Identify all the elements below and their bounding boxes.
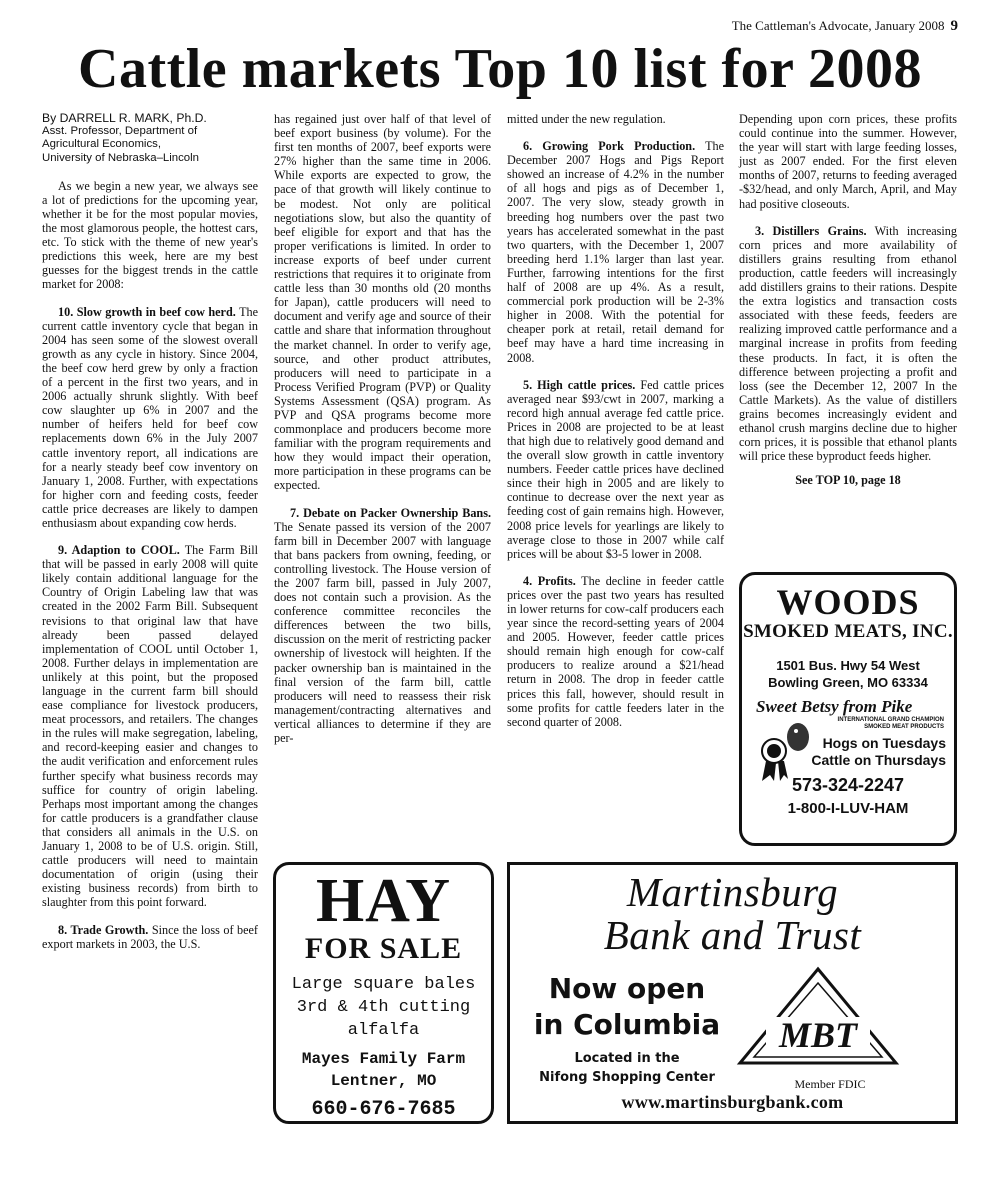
bank-name-line-1: Martinsburg bbox=[626, 869, 839, 915]
bank-announcement-line-1: Now open bbox=[548, 972, 706, 1005]
item-3-heading: 3. Distillers Grains. bbox=[755, 223, 867, 238]
woods-hogs: Hogs on Tuesdays bbox=[822, 735, 946, 751]
item-3-body: With increasing corn prices and more availability of distillers grains resulting from ethanol production, cattle feeders will increasingly add distillers grains to their rations. Despite the extra logistics and transaction costs associated with these feeds, feeders are realizing improved cattle performance and a marginal increase in profits from feeding these products. In fact, it is often the difference between projecting a profit and loss (see the December 12, 2007 In the Cattle Markets). As the value of distillers grains becomes increasingly evident and ethanol crush margins decline due to higher corn prices, it is possible that ethanol plants will price these byproduct feeds higher. bbox=[739, 223, 957, 464]
woods-name: WOODS bbox=[776, 582, 920, 622]
bank-name-line-2: Bank and Trust bbox=[603, 912, 862, 958]
byline bbox=[42, 112, 258, 165]
item-9-body: The Farm Bill that will be passed in early 2008 will quite likely contain additional language for the Country of Origin Labeling law that was created in the 2002 Farm Bill. Subsequent revisions to that original law that have already been passed delayed implementation of COOL until October 1, 2008. Further delays in implementation are unlikely at this point, but the proposed language in the current farm bill should ease compliance for livestock producers, meat processors, and retailers. The changes in the rules will make segregation, labeling, and record-keeping easier and changes to the audit verification and enforcement rules further specify what business records may suffice for country of origin labeling. Perhaps most important among the changes for cattle producers is a grandfather clause that considers all animals in the U.S. on January 1, 2008 to be of U.S. origin. Still, cattle producers will need to maintain documentation of origin (using their existing business records) from birth to slaughter from this point forward. bbox=[42, 543, 259, 910]
woods-phone: 573-324-2247 bbox=[791, 775, 905, 795]
hay-for-sale-ad bbox=[273, 862, 494, 1124]
hay-line-3: alfalfa bbox=[347, 1021, 420, 1040]
bank-fdic: Member FDIC bbox=[794, 1077, 866, 1091]
hay-headline: HAY bbox=[315, 867, 452, 935]
bank-location bbox=[518, 1049, 736, 1087]
bank-announcement bbox=[518, 971, 736, 1043]
item-5-body: Fed cattle prices averaged near $93/cwt in 2007, marking a record high annual average fed cattle price. Prices in 2008 are projected to be at least that high due to relatively good demand and the overall slow growth in cattle inventory numbers. Feeder cattle prices have declined since their high in 2005 and are likely to continue to decrease over the next year as feeding cost of gain remains high. However, 2008 price levels for yearlings are likely to average close to those in 2007 while calf prices will be about $3-5 lower in 2008. bbox=[507, 377, 724, 561]
folio-text: The Cattleman's Advocate, January 2008 bbox=[731, 18, 945, 33]
article-column-1 bbox=[42, 112, 258, 951]
item-4-body-a: The decline in feeder cattle prices over the past two years has resulted in lower returns for cow-calf producers each year since the record-setting years of 2004 and 2005. However, feeder cattle prices should remain high enough for cow-calf producers to realize around a $21/head return in 2008. The drop in feeder cattle prices this fall, however, should result in some profits for cattle feeders later in the second quarter of 2008. bbox=[507, 573, 724, 729]
item-10 bbox=[42, 305, 258, 531]
woods-address bbox=[742, 657, 954, 691]
hay-line-2: 3rd & 4th cutting bbox=[296, 998, 471, 1017]
woods-address-line-2: Bowling Green, MO 63334 bbox=[768, 675, 928, 690]
hay-line-1: Large square bales bbox=[291, 975, 476, 994]
woods-brand-name: Sweet Betsy from Pike bbox=[756, 697, 913, 716]
item-10-heading: 10. Slow growth in beef cow herd. bbox=[58, 304, 236, 319]
article-column-2 bbox=[274, 112, 491, 745]
hay-seller bbox=[276, 1048, 491, 1092]
item-4-continued: Depending upon corn prices, these profits could continue into the summer. However, the year will start with large feeding losses, just as 2007 ended. For the first eleven months of 2007, returns to feeding averaged -$32/head, and only March, April, and May had positive closeouts. bbox=[739, 112, 957, 211]
mbt-logo-text: MBT bbox=[778, 1015, 858, 1055]
item-10-body: The current cattle inventory cycle that began in 2004 has seen some of the slowest overall growth as any cycle in history. Since 2004, the beef cow herd grew by only a fraction of a percent in the first two years, and in 2006 actually shrunk slightly. With beef cow slaughter up 6% in 2007 and the number of heifers held for beef cow replacements down 6% in the July 2007 cattle inventory report, all indications are for a nearly steady beef cow inventory on January 1, 2008. Further, with expectations for higher corn and feeding costs, feeder cattle price decreases are likely to dampen enthusiasm about expanding cow herds. bbox=[42, 304, 259, 530]
woods-cattle: Cattle on Thursdays bbox=[811, 752, 946, 768]
item-3 bbox=[739, 224, 957, 464]
woods-address-line-1: 1501 Bus. Hwy 54 West bbox=[776, 658, 920, 673]
hay-phone: 660-676-7685 bbox=[311, 1098, 456, 1121]
bank-location-line-2: Nifong Shopping Center bbox=[539, 1070, 715, 1085]
page-folio bbox=[732, 18, 958, 35]
woods-brand-sub-1: INTERNATIONAL GRAND CHAMPION bbox=[837, 717, 944, 723]
ribbon-and-pig-illustration-icon bbox=[754, 713, 812, 783]
item-6-body: The December 2007 Hogs and Pigs Report showed an increase of 4.2% in the number of all hogs and pigs as of December 1, 2007. The very slow, steady growth in breeding hog numbers over the past two years has accelerated somewhat in the past two quarters, with the December 1, 2007 breeding herd 1.1% larger than last year. Further, farrowing intentions for the first half of 2008 are up 4%. As a result, commercial pork production will be 2-3% higher in 2008. With the potential for cheaper pork at retail, retail demand for beef may have a hard time increasing in 2008. bbox=[507, 139, 725, 365]
item-9 bbox=[42, 543, 258, 909]
woods-phone-tollfree: 1-800-I-LUV-HAM bbox=[787, 800, 909, 817]
byline-title-2: Agricultural Economics, bbox=[42, 138, 162, 151]
continued-jump-line[interactable]: See TOP 10, page 18 bbox=[795, 473, 901, 488]
item-7-continued: mitted under the new regulation. bbox=[507, 112, 666, 126]
mbt-logo-icon bbox=[736, 963, 901, 1075]
item-8-body-a: Since the loss of beef export markets in 2003, the U.S. bbox=[42, 922, 258, 951]
item-4 bbox=[507, 574, 724, 729]
item-8-continued: has regained just over half of that level of beef export business (by volume). For the first ten months of 2007, beef exports were 27% higher than the same time in 2006. While exports are expected to grow, the pace of that growth will likely continue to be modest. Not only are political negotiations slow, but also the quantity of beef eligible for export and that has the proper verifications is limited. In order to increase exports of beef under current restrictions that requires it to originate from cattle less than 30 months old (20 months for Japan), cattle producers will need to document and verify age and source of their cattle and share that information throughout the market channel. In order to verify age, source, and other product attributes, producers will need to participate in a Process Verified Program (PVP) or Quality Systems Assessment (QSA) program. As PVP and QSA programs become more commonplace and producers become more familiar with the program requirements and how they would impact their operation, more participation in these programs can be expected. bbox=[274, 112, 491, 493]
woods-brand-sub-2: SMOKED MEAT PRODUCTS bbox=[864, 724, 944, 730]
bank-website-link[interactable]: www.martinsburgbank.com bbox=[621, 1092, 844, 1112]
hay-location: Lentner, MO bbox=[330, 1072, 437, 1090]
martinsburg-bank-ad bbox=[507, 862, 958, 1124]
item-8-heading: 8. Trade Growth. bbox=[58, 922, 149, 937]
article-column-3 bbox=[507, 112, 724, 729]
item-5-heading: 5. High cattle prices. bbox=[523, 377, 636, 392]
item-7-heading: 7. Debate on Packer Ownership Bans. bbox=[290, 505, 491, 520]
headline: Cattle markets Top 10 list for 2008 bbox=[78, 38, 922, 100]
woods-subtitle: SMOKED MEATS, INC. bbox=[743, 621, 953, 642]
item-4-heading: 4. Profits. bbox=[523, 573, 576, 588]
hay-description bbox=[276, 973, 491, 1042]
item-6-heading: 6. Growing Pork Production. bbox=[523, 139, 696, 154]
item-9-heading: 9. Adaption to COOL. bbox=[58, 543, 180, 558]
bank-name bbox=[510, 871, 955, 957]
item-8-start bbox=[42, 923, 258, 951]
hay-for-sale: FOR SALE bbox=[304, 932, 463, 965]
item-7 bbox=[274, 506, 491, 746]
item-7-body-a: The Senate passed its version of the 2007 farm bill in December 2007 with language that bans packers from owning, feeding, or controlling livestock. The House version of the 2007 farm bill, passed in July 2007, does not contain such a provision. As the conference committee reconciles the differences between the two bills, discussion on the merit of restricting packer ownership of livestock will heighten. If the packer ownership ban is maintained in the final version of the farm bill, cattle producers will need to reassess their risk management/contracting alternatives and vertical alliances to determine if they are per- bbox=[274, 519, 491, 746]
item-6 bbox=[507, 139, 724, 365]
bank-location-line-1: Located in the bbox=[574, 1051, 680, 1066]
article-column-4 bbox=[739, 112, 957, 487]
byline-title-3: University of Nebraska–Lincoln bbox=[42, 151, 200, 164]
bank-announcement-line-2: in Columbia bbox=[533, 1008, 721, 1041]
byline-author: By DARRELL R. MARK, Ph.D. bbox=[42, 111, 207, 125]
page-number: 9 bbox=[950, 18, 958, 34]
woods-smoked-meats-ad bbox=[739, 572, 957, 846]
intro-paragraph: As we begin a new year, we always see a lot of predictions for the upcoming year, whether it be for the most popular movies, the most glamorous people, the hottest cars, etc. To stick with the theme of new year's predictions this week, here are my best guesses for the biggest trends in the cattle market for 2008: bbox=[42, 178, 258, 292]
item-5 bbox=[507, 378, 724, 561]
hay-farm-name: Mayes Family Farm bbox=[301, 1050, 466, 1068]
byline-title-1: Asst. Professor, Department of bbox=[42, 125, 198, 138]
